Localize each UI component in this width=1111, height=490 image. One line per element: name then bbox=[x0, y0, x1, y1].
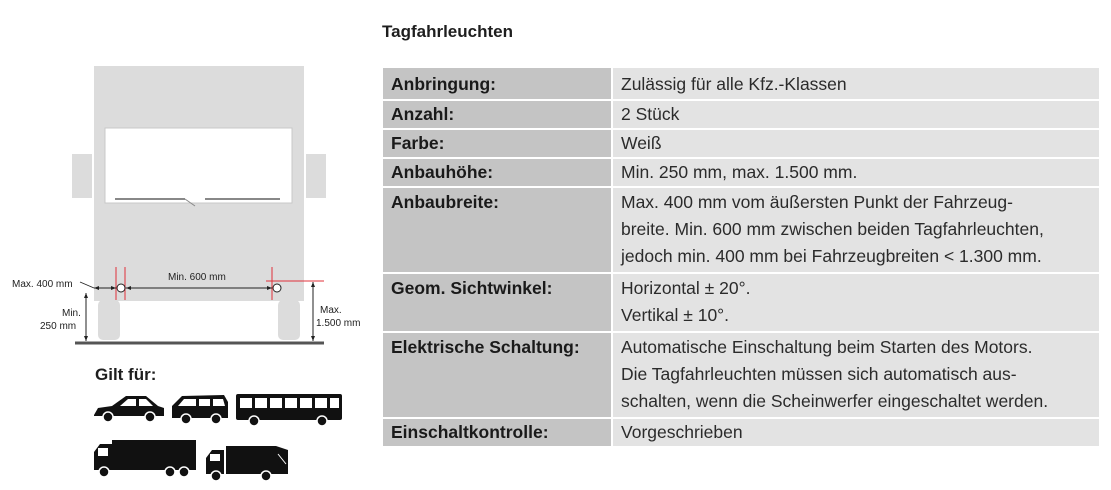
row-label: Anbringung: bbox=[382, 67, 612, 100]
truck-front-diagram bbox=[0, 60, 380, 360]
label-min: Min. bbox=[62, 308, 81, 319]
row-value-line: Automatische Einschaltung beim Starten des Motors. bbox=[621, 337, 1033, 357]
gilt-fuer-label: Gilt für: bbox=[95, 365, 157, 384]
row-value bbox=[612, 67, 1100, 100]
row-value-line: Vorgeschrieben bbox=[621, 422, 743, 442]
truck-icon bbox=[94, 440, 196, 477]
lamp-left bbox=[117, 284, 125, 292]
row-value bbox=[612, 129, 1100, 158]
spec-table bbox=[381, 66, 1101, 448]
row-value-line: Max. 400 mm vom äußersten Punkt der Fahrzeug- bbox=[621, 192, 1013, 212]
bus-icon bbox=[236, 394, 342, 426]
table-row bbox=[382, 418, 1100, 447]
mirror-right bbox=[306, 154, 326, 198]
row-value-line: Min. 250 mm, max. 1.500 mm. bbox=[621, 162, 858, 182]
windshield bbox=[105, 128, 292, 203]
row-value-line: Weiß bbox=[621, 133, 662, 153]
row-label: Anbaubreite: bbox=[382, 187, 612, 273]
table-row bbox=[382, 67, 1100, 100]
row-value-line: jedoch min. 400 mm bei Fahrzeugbreiten < 1.300 mm. bbox=[621, 246, 1042, 266]
table-row bbox=[382, 273, 1100, 332]
vehicle-icons bbox=[90, 388, 350, 484]
row-value-line: Vertikal ± 10°. bbox=[621, 305, 730, 325]
lamp-right bbox=[273, 284, 281, 292]
row-value bbox=[612, 187, 1100, 273]
label-max-400: Max. 400 mm bbox=[12, 279, 73, 290]
table-row bbox=[382, 129, 1100, 158]
row-value-line: schalten, wenn die Scheinwerfer eingeschaltet werden. bbox=[621, 391, 1049, 411]
row-label: Anzahl: bbox=[382, 100, 612, 129]
wheel-left bbox=[98, 300, 120, 340]
mirror-left bbox=[72, 154, 92, 198]
row-label: Geom. Sichtwinkel: bbox=[382, 273, 612, 332]
table-row bbox=[382, 158, 1100, 187]
van-icon bbox=[172, 395, 228, 424]
row-label: Anbauhöhe: bbox=[382, 158, 612, 187]
label-max: Max. bbox=[320, 305, 342, 316]
label-1500: 1.500 mm bbox=[316, 318, 361, 329]
row-label: Elektrische Schaltung: bbox=[382, 332, 612, 418]
row-value bbox=[612, 418, 1100, 447]
row-value bbox=[612, 273, 1100, 332]
wheel-right bbox=[278, 300, 300, 340]
row-value-line: Zulässig für alle Kfz.-Klassen bbox=[621, 74, 847, 94]
page-title: Tagfahrleuchten bbox=[382, 22, 513, 41]
car-icon bbox=[94, 396, 164, 422]
row-value-line: 2 Stück bbox=[621, 104, 680, 124]
label-250: 250 mm bbox=[40, 321, 77, 332]
row-label: Farbe: bbox=[382, 129, 612, 158]
table-row bbox=[382, 332, 1100, 418]
table-row bbox=[382, 187, 1100, 273]
row-value bbox=[612, 158, 1100, 187]
row-value bbox=[612, 100, 1100, 129]
garbage-truck-icon bbox=[206, 446, 288, 481]
row-value bbox=[612, 332, 1100, 418]
row-value-line: Horizontal ± 20°. bbox=[621, 278, 751, 298]
row-value-line: Die Tagfahrleuchten müssen sich automatisch aus- bbox=[621, 364, 1017, 384]
row-label: Einschaltkontrolle: bbox=[382, 418, 612, 447]
row-value-line: breite. Min. 600 mm zwischen beiden Tagfahrleuchten, bbox=[621, 219, 1044, 239]
label-min-600: Min. 600 mm bbox=[168, 272, 226, 283]
table-row bbox=[382, 100, 1100, 129]
